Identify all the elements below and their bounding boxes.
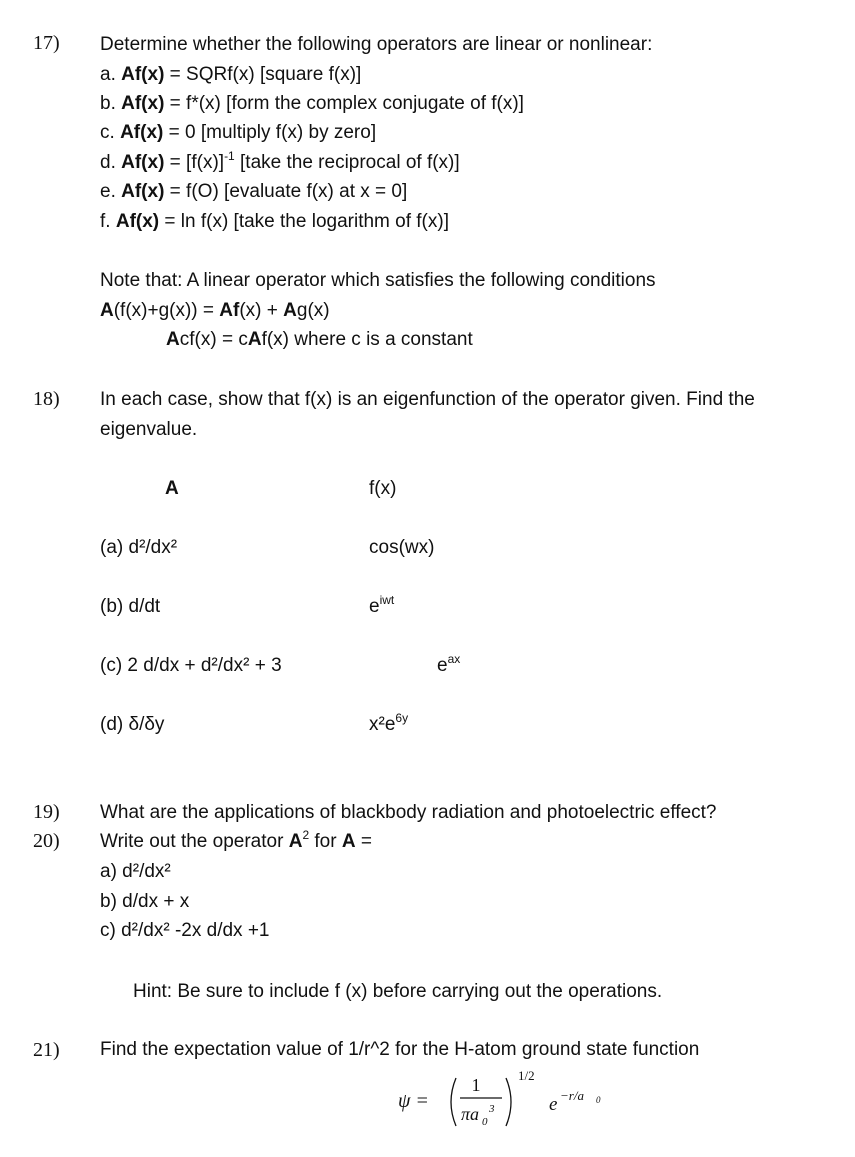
- fraction-denominator: πa: [461, 1104, 480, 1124]
- q21-wavefunction-equation: [390, 1064, 620, 1140]
- q17-condition-additivity: A(f(x)+g(x)) = Af(x) + Ag(x): [100, 300, 330, 321]
- q17-prompt: Determine whether the following operators are linear or nonlinear:: [100, 34, 653, 55]
- power-exponent: 1/2: [518, 1068, 535, 1083]
- q20-item-b: b) d/dx + x: [100, 891, 190, 912]
- q18-row-a-function: cos(wx): [369, 537, 435, 558]
- q17-item-c: c. Af(x) = 0 [multiply f(x) by zero]: [100, 122, 377, 143]
- psi-symbol: ψ =: [398, 1090, 429, 1112]
- q20-hint: Hint: Be sure to include f (x) before carrying out the operations.: [133, 981, 663, 1002]
- q18-row-c-operator: (c) 2 d/dx + d²/dx² + 3: [100, 655, 282, 676]
- q18-column-header-function: f(x): [369, 478, 397, 499]
- exponent-subscript: 0: [596, 1095, 601, 1105]
- q17-item-a: a. Af(x) = SQRf(x) [square f(x)]: [100, 64, 362, 85]
- q21-text: Find the expectation value of 1/r^2 for the H-atom ground state function: [100, 1039, 700, 1060]
- q17-item-d: d. $Af(x) = [f(x)]^{-1}$ [take the reciprocal of f(x)]: [100, 149, 460, 173]
- q17-note: Note that: A linear operator which satisfies the following conditions: [100, 270, 656, 291]
- exponential-exponent: −r/a: [560, 1088, 584, 1103]
- q18-number: 18): [33, 388, 60, 410]
- q18-column-header-operator: A: [165, 478, 179, 499]
- q18-row-b-operator: (b) d/dt: [100, 596, 161, 617]
- q18-row-d-operator: (d) δ/δy: [100, 714, 165, 735]
- exponential-base: e: [549, 1094, 558, 1115]
- q18-prompt-line2: eigenvalue.: [100, 419, 198, 440]
- q21-number: 21): [33, 1039, 60, 1061]
- q20-item-a: a) d²/dx²: [100, 861, 171, 882]
- q20-number: 20): [33, 830, 60, 852]
- denominator-subscript: 0: [482, 1116, 488, 1128]
- fraction-numerator: 1: [471, 1075, 481, 1095]
- q18-row-a-operator: (a) d²/dx²: [100, 537, 178, 558]
- q20-item-c: c) d²/dx² -2x d/dx +1: [100, 920, 270, 941]
- q17-item-e: e. Af(x) = f(O) [evaluate f(x) at x = 0]: [100, 181, 408, 202]
- q17-number: 17): [33, 32, 60, 54]
- q18-prompt-line1: In each case, show that f(x) is an eigenfunction of the operator given. Find the: [100, 389, 755, 410]
- q18-row-c-function: $e^{ax}$: [437, 652, 461, 676]
- q17-item-f: f. Af(x) = ln f(x) [take the logarithm of f(x)]: [100, 211, 449, 232]
- q17-item-b: b. Af(x) = f*(x) [form the complex conjugate of f(x)]: [100, 93, 524, 114]
- q19-text: What are the applications of blackbody radiation and photoelectric effect?: [100, 802, 717, 823]
- q18-row-d-function: $x^2e^{6y}$: [369, 711, 409, 735]
- left-paren: [451, 1078, 456, 1126]
- right-paren: [506, 1078, 511, 1126]
- denominator-superscript: 3: [489, 1103, 495, 1115]
- q20-text: Write out the operator $A^2$ for A =: [100, 828, 372, 852]
- q17-condition-homogeneity: Acf(x) = cAf(x) where c is a constant: [166, 329, 473, 350]
- q18-row-b-function: $e^{iwt}$: [369, 593, 395, 617]
- q19-number: 19): [33, 801, 60, 823]
